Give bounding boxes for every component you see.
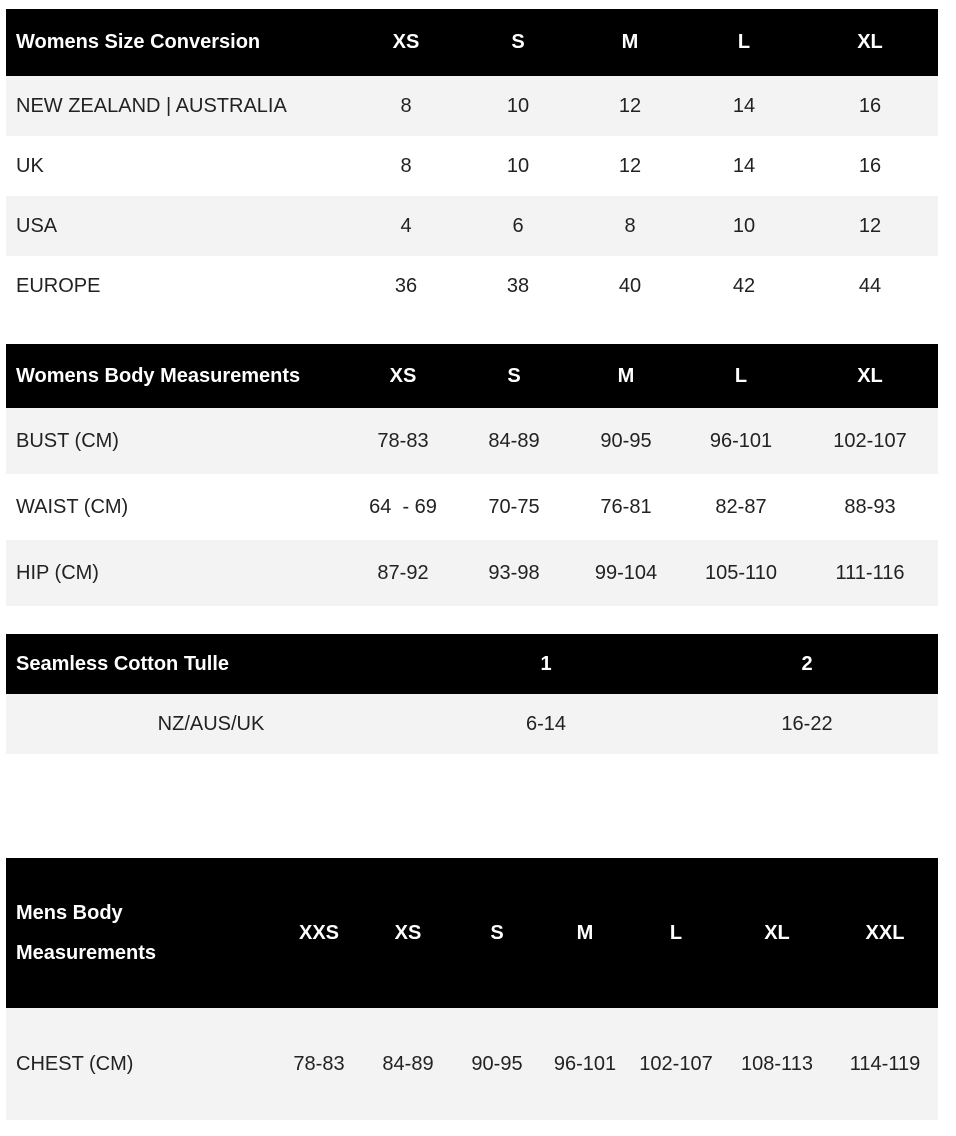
table-cell: 114-119 — [832, 1008, 938, 1120]
size-header-xl: XL — [722, 858, 832, 1008]
table-cell: 12 — [574, 76, 686, 136]
size-header-s: S — [456, 344, 572, 408]
table-cell: 105-110 — [680, 540, 802, 606]
table-row — [6, 540, 938, 606]
row-label: CHEST (CM) — [6, 1008, 276, 1120]
table-cell: 64 - 69 — [350, 474, 456, 540]
table-cell: 14 — [686, 76, 802, 136]
row-label: NZ/AUS/UK — [6, 694, 416, 754]
table-row — [6, 694, 938, 754]
table-cell: 6-14 — [416, 694, 676, 754]
table-cell: 90-95 — [454, 1008, 540, 1120]
table-cell: 96-101 — [540, 1008, 630, 1120]
table-cell: 44 — [802, 256, 938, 316]
table-title: Womens Body Measurements — [6, 344, 350, 408]
size-header-l: L — [630, 858, 722, 1008]
table-title-line-1: Mens Body — [16, 902, 123, 924]
womens-size-conversion-table — [6, 9, 938, 316]
seamless-cotton-tulle-table — [6, 634, 938, 754]
size-header-xs: XS — [362, 858, 454, 1008]
table-row — [6, 196, 938, 256]
table-cell: 16 — [802, 136, 938, 196]
table-row — [6, 256, 938, 316]
row-label: EUROPE — [6, 256, 350, 316]
table-cell: 36 — [350, 256, 462, 316]
table-cell: 6 — [462, 196, 574, 256]
table-cell: 96-101 — [680, 408, 802, 474]
table-cell: 10 — [462, 136, 574, 196]
row-label: WAIST (CM) — [6, 474, 350, 540]
table-cell: 78-83 — [276, 1008, 362, 1120]
table-title: Womens Size Conversion — [6, 9, 350, 76]
table-cell: 102-107 — [802, 408, 938, 474]
table-header-row — [6, 9, 938, 76]
table-cell: 10 — [686, 196, 802, 256]
table-cell: 8 — [350, 136, 462, 196]
size-header-xs: XS — [350, 344, 456, 408]
size-header-m: M — [574, 9, 686, 76]
table-cell: 108-113 — [722, 1008, 832, 1120]
mens-body-measurements-table — [6, 858, 938, 1120]
table-cell: 78-83 — [350, 408, 456, 474]
table-row — [6, 76, 938, 136]
size-header-xxl: XXL — [832, 858, 938, 1008]
table-cell: 8 — [350, 76, 462, 136]
size-header-xxs: XXS — [276, 858, 362, 1008]
table-cell: 12 — [802, 196, 938, 256]
row-label: USA — [6, 196, 350, 256]
table-cell: 16-22 — [676, 694, 938, 754]
table-cell: 40 — [574, 256, 686, 316]
table-cell: 10 — [462, 76, 574, 136]
table-cell: 42 — [686, 256, 802, 316]
table-header-row — [6, 634, 938, 694]
table-cell: 70-75 — [456, 474, 572, 540]
row-label: HIP (CM) — [6, 540, 350, 606]
size-header-s: S — [454, 858, 540, 1008]
table-cell: 82-87 — [680, 474, 802, 540]
size-header-m: M — [540, 858, 630, 1008]
row-label: UK — [6, 136, 350, 196]
size-header-l: L — [680, 344, 802, 408]
table-row — [6, 474, 938, 540]
table-cell: 84-89 — [362, 1008, 454, 1120]
table-cell: 87-92 — [350, 540, 456, 606]
size-header-l: L — [686, 9, 802, 76]
table-row — [6, 136, 938, 196]
table-cell: 76-81 — [572, 474, 680, 540]
row-label: BUST (CM) — [6, 408, 350, 474]
size-header-xs: XS — [350, 9, 462, 76]
size-header-1: 1 — [416, 634, 676, 694]
size-header-m: M — [572, 344, 680, 408]
womens-body-measurements-table — [6, 344, 938, 606]
table-cell: 14 — [686, 136, 802, 196]
table-row — [6, 1008, 938, 1120]
size-header-s: S — [462, 9, 574, 76]
table-cell: 8 — [574, 196, 686, 256]
row-label: NEW ZEALAND | AUSTRALIA — [6, 76, 350, 136]
table-cell: 111-116 — [802, 540, 938, 606]
table-cell: 4 — [350, 196, 462, 256]
table-cell: 16 — [802, 76, 938, 136]
table-row — [6, 408, 938, 474]
table-cell: 38 — [462, 256, 574, 316]
table-cell: 12 — [574, 136, 686, 196]
table-title: Seamless Cotton Tulle — [6, 634, 416, 694]
table-cell: 90-95 — [572, 408, 680, 474]
size-header-xl: XL — [802, 9, 938, 76]
table-header-row — [6, 344, 938, 408]
table-cell: 84-89 — [456, 408, 572, 474]
table-cell: 102-107 — [630, 1008, 722, 1120]
size-header-2: 2 — [676, 634, 938, 694]
table-cell: 93-98 — [456, 540, 572, 606]
table-title — [6, 858, 276, 1008]
size-header-xl: XL — [802, 344, 938, 408]
table-header-row — [6, 858, 938, 1008]
table-cell: 99-104 — [572, 540, 680, 606]
table-cell: 88-93 — [802, 474, 938, 540]
table-title-line-2: Measurements — [16, 942, 157, 964]
